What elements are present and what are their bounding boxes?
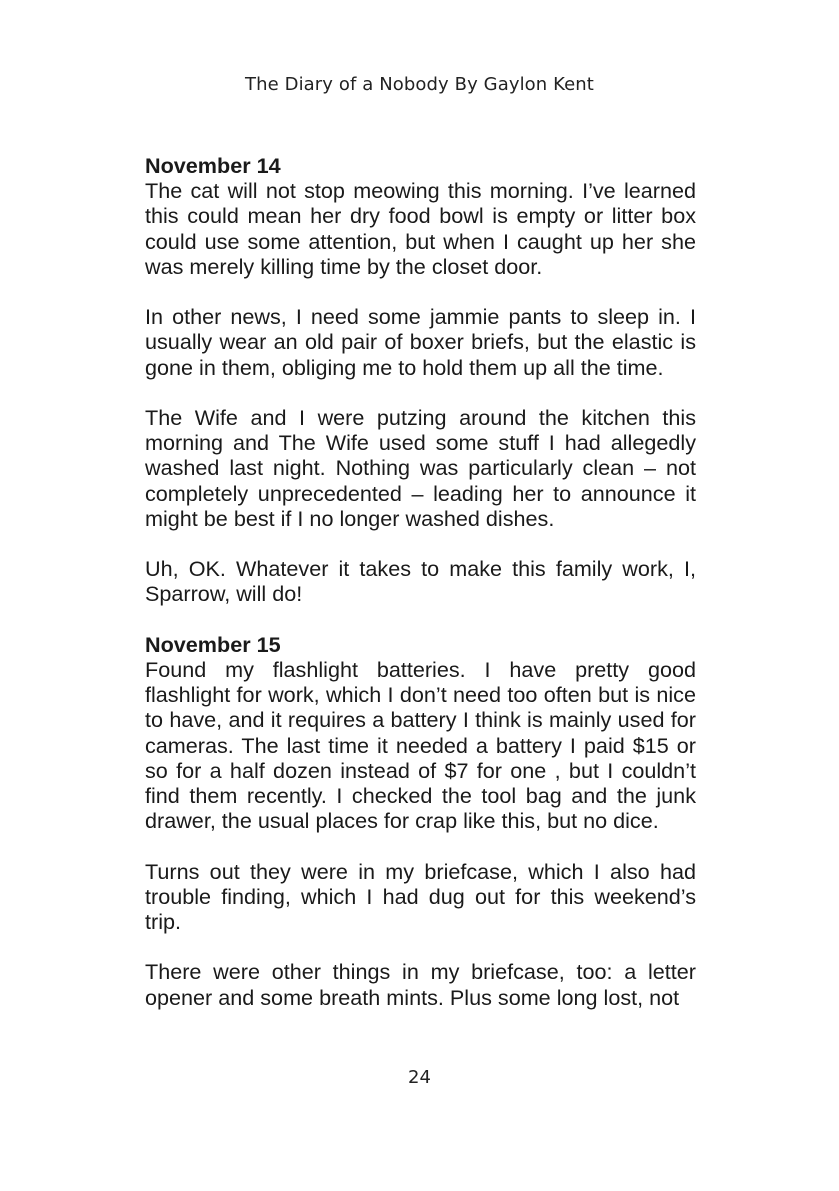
paragraph: Found my flashlight batteries. I have pretty good flashlight for work, which I don’t need too often but is nice to have, and it requires a battery I think is mainly used for cameras. The last time it needed a battery I paid $15 or so for a half dozen instead of $7 for one , but I couldn’t find them recently. I checked the tool bag and the junk drawer, the usual places for crap like this, but no dice.	[145, 657, 696, 834]
paragraph: The Wife and I were putzing around the kitchen this morning and The Wife used some stuff I had allegedly washed last night. Nothing was particularly clean – not completely unprecedented – leading her to announce it might be best if I no longer washed dishes.	[145, 405, 696, 531]
diary-entry	[145, 632, 696, 1010]
page-number: 24	[408, 1067, 431, 1088]
entry-date: November 15	[145, 631, 281, 657]
page-body	[145, 153, 696, 1035]
paragraph: There were other things in my briefcase, too: a letter opener and some breath mints. Plus some long lost, not	[145, 959, 696, 1010]
paragraph: Turns out they were in my briefcase, which I also had trouble finding, which I had dug out for this weekend’s trip.	[145, 858, 696, 935]
entry-date: November 14	[145, 153, 281, 178]
diary-entry	[145, 153, 696, 607]
paragraph: Uh, OK. Whatever it takes to make this family work, I, Sparrow, will do!	[145, 556, 696, 607]
running-header: The Diary of a Nobody By Gaylon Kent	[245, 74, 594, 95]
paragraph: The cat will not stop meowing this morning. I’ve learned this could mean her dry food bowl is empty or litter box could use some attention, but when I caught up her she was merely killing time by the closet door.	[145, 178, 696, 279]
paragraph: In other news, I need some jammie pants to sleep in. I usually wear an old pair of boxer briefs, but the elastic is gone in them, obliging me to hold them up all the time.	[145, 304, 696, 380]
